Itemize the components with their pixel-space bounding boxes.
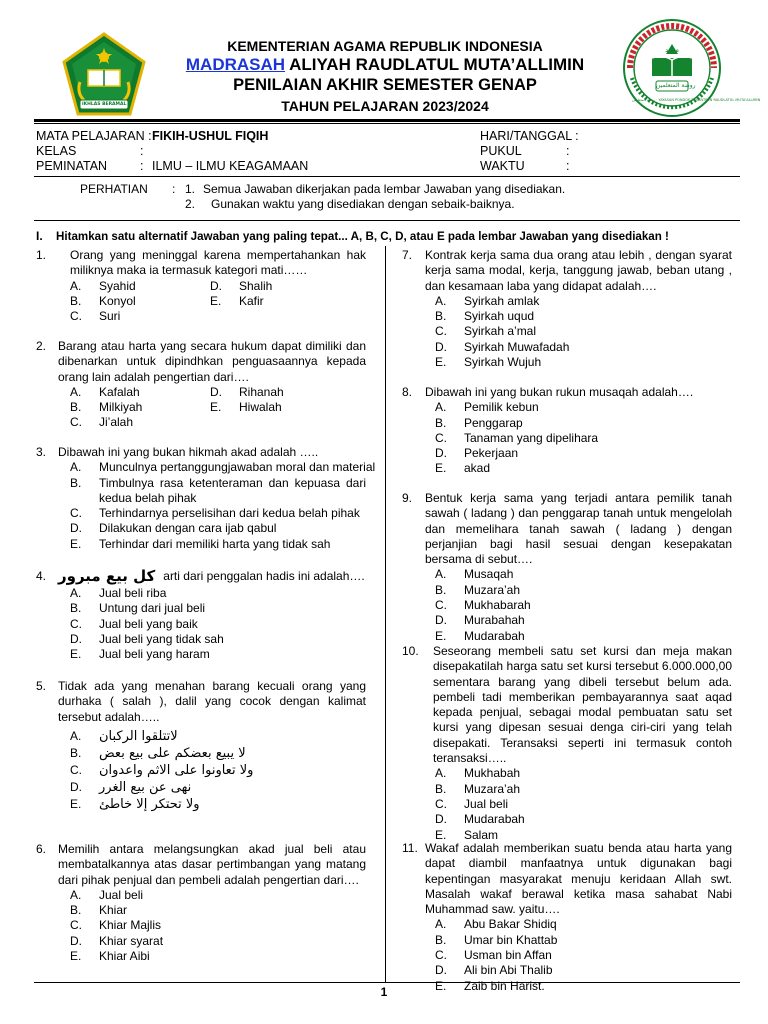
option: E. Zaib bin Harist. xyxy=(435,978,545,993)
question-number: 10. xyxy=(402,644,419,658)
peminatan-value: ILMU – ILMU KEAGAMAAN xyxy=(152,159,309,173)
option: A. Mukhabah xyxy=(435,766,521,781)
pesantren-logo xyxy=(622,18,761,118)
perhatian-colon: : xyxy=(172,182,176,196)
question-number: 11. xyxy=(402,841,418,855)
pukul-colon: : xyxy=(566,144,570,158)
option: E. Terhindar dari memiliki harta yang tidak sah xyxy=(70,536,331,551)
option: A. Syahid xyxy=(70,278,136,293)
option: B. Muzara’ah xyxy=(435,781,521,796)
school-name-rest: ALIYAH RAUDLATUL MUTA’ALLIMIN xyxy=(285,55,585,74)
option: D. Pekerjaan xyxy=(435,446,519,461)
option: B. Milkiyah xyxy=(70,400,143,415)
option: A. Jual beli riba xyxy=(70,586,167,600)
question-number: 7. xyxy=(402,248,413,262)
ministry-title: KEMENTERIAN AGAMA REPUBLIK INDONESIA xyxy=(227,38,543,54)
option: B. Khiar xyxy=(70,903,128,918)
question-10 xyxy=(402,644,732,843)
option: C. Usman bin Affan xyxy=(435,948,552,963)
section-number: I. xyxy=(36,229,43,243)
option: E. Khiar Aibi xyxy=(70,949,150,964)
option: B. Muzara’ah xyxy=(435,582,521,597)
academic-year: TAHUN PELAJARAN 2023/2024 xyxy=(281,98,489,114)
option: D. نهى عن بيع الغرر xyxy=(70,779,192,795)
page-number: 1 xyxy=(380,985,388,999)
option: C. ولا تعاونوا على الاثم واعدوان xyxy=(70,762,254,778)
option: E. ولا تحتكر إلا خاطئ xyxy=(70,796,200,812)
option: E. Syirkah Wujuh xyxy=(435,355,542,370)
question-8 xyxy=(402,385,732,477)
question-number: 4. xyxy=(36,569,47,584)
waktu-colon: : xyxy=(566,159,570,173)
option: B. Syirkah uqud xyxy=(435,309,535,324)
pesantren-logo-ring: روضة المتعلمين · YAYASAN PONDOK PESANTREN RAUDLATUL MUTA'ALLIMIN xyxy=(632,98,761,102)
question-2 xyxy=(36,339,366,431)
option: C. Terhindarnya perselisihan dari kedua belah pihak xyxy=(70,506,360,521)
option: A. Syirkah amlak xyxy=(435,293,540,308)
question-text: Memilih antara melangsungkan akad jual beli atau membatalkannya atas dasar pertimbangan yang matang dari pihak penjual dan pembeli adalah pengertian dari…. xyxy=(58,842,366,887)
option: E. Hiwalah xyxy=(210,400,282,415)
option: A. Kafalah xyxy=(70,384,140,399)
question-11 xyxy=(402,841,732,994)
option: C. Tanaman yang dipelihara xyxy=(435,430,599,445)
question-text: Dibawah ini yang bukan hikmah akad adalah ….. xyxy=(58,445,319,459)
question-number: 5. xyxy=(36,679,47,693)
option: C. Suri xyxy=(70,309,121,324)
option: B. Umar bin Khattab xyxy=(435,932,558,947)
hadith-arabic: كل بيع مبرور xyxy=(58,567,156,586)
question-3 xyxy=(36,445,376,552)
pukul-label: PUKUL xyxy=(480,144,522,158)
option: D. Dilakukan dengan cara ijab qabul xyxy=(70,521,277,536)
perhatian-rule xyxy=(34,220,740,221)
option: E. Jual beli yang haram xyxy=(70,647,210,662)
question-5 xyxy=(36,679,366,813)
option: C. Syirkah a’mal xyxy=(435,324,537,339)
perhatian-label: PERHATIAN xyxy=(80,182,148,196)
question-text: Kontrak kerja sama dua orang atau lebih , dengan syarat kerja sama modal, kerja, tanggung jawab, beban utang , dan kesamaan laba yang didapat adalah…. xyxy=(425,248,732,293)
option: E. Mudarabah xyxy=(435,628,525,643)
question-text: Tidak ada yang menahan barang kecuali orang yang durhaka ( salah ), dalil yang cocok dengan kalimat tersebut adalah….. xyxy=(58,679,366,724)
option: C. Mukhabarah xyxy=(435,598,531,613)
question-text: arti dari penggalan hadis ini adalah…. xyxy=(163,569,365,584)
option: D. Murabahah xyxy=(435,613,525,628)
question-6 xyxy=(36,842,366,964)
question-number: 9. xyxy=(402,491,413,505)
madrasah-link[interactable]: MADRASAH xyxy=(185,55,286,74)
column-divider xyxy=(385,246,386,982)
pesantren-logo-top: معهد xyxy=(664,46,680,54)
option: C. Ji’alah xyxy=(70,415,134,430)
option: D. Mudarabah xyxy=(435,812,525,827)
kemenag-logo xyxy=(60,32,148,122)
option: D. Rihanah xyxy=(210,384,284,399)
option: A. Pemilik kebun xyxy=(435,400,539,415)
option: A. لاتتلقوا الركبان xyxy=(70,728,178,744)
question-text: Barang atau harta yang secara hukum dapat dimiliki dan dibenarkan untuk dipindhkan penguasaannya kepada orang lain adalah pengertian dari…. xyxy=(58,339,366,384)
perhatian-item-text: Semua Jawaban dikerjakan pada lembar Jawaban yang disediakan. xyxy=(203,182,566,196)
option: E. akad xyxy=(435,461,491,476)
option: C. Jual beli yang baik xyxy=(70,616,198,631)
question-number: 8. xyxy=(402,385,413,399)
option: D. Khiar syarat xyxy=(70,933,164,948)
option: C. Jual beli xyxy=(435,796,509,811)
kemenag-logo-banner: IKHLAS BERAMAL xyxy=(82,102,127,107)
question-text: Orang yang meninggal karena mempertahankan hak miliknya maka ia termasuk kategori mati…… xyxy=(70,248,366,278)
option: A. Jual beli xyxy=(70,887,144,902)
question-number: 3. xyxy=(36,445,47,459)
question-4 xyxy=(36,568,366,662)
section-title: Hitamkan satu alternatif Jawaban yang paling tepat... A, B, C, D, atau E pada lembar Jawaban yang disediakan ! xyxy=(56,230,669,243)
header-rule-thin xyxy=(34,123,740,124)
question-1 xyxy=(36,248,366,324)
question-text: Wakaf adalah memberikan suatu benda atau harta yang dapat diambil manfaatnya untuk digunakan bagi kepentingan masyarakat menuju keridaan Allah swt. Masalah wakaf berawal ketika masa sahabat Nabi Muhammad saw. yaitu…. xyxy=(425,841,732,917)
option: B. Konyol xyxy=(70,293,136,308)
perhatian-item-num: 2. xyxy=(185,197,196,211)
option: A. Abu Bakar Shidiq xyxy=(435,917,557,932)
perhatian-item-num: 1. xyxy=(185,182,196,196)
option: B. Untung dari jual beli xyxy=(70,601,206,616)
option: D. Syirkah Muwafadah xyxy=(435,339,570,354)
option: D. Ali bin Abi Thalib xyxy=(435,963,553,978)
waktu-label: WAKTU xyxy=(480,159,525,173)
option: B. Penggarap xyxy=(435,415,523,430)
exam-title: PENILAIAN AKHIR SEMESTER GENAP xyxy=(233,76,537,94)
peminatan-label: PEMINATAN xyxy=(36,159,108,173)
option: A. Musaqah xyxy=(435,567,514,582)
option: B. Timbulnya rasa ketenteraman dan kepuasa dari kedua belah pihak xyxy=(70,475,366,505)
question-text: Seseorang membeli satu set kursi dan meja makan disepakatilah harga satu set kursi tersebut 6.000.000,00 sementara barang yang dibeli tersebut belum ada. pembeli tadi memberikan pembayarannya saat aqad kepada penjual, sebagai modal pembuatan satu set kursi yang dipesan sesuai denga ciri-ciri yang telah disepakati. Teransaksi seperti ini termasuk contoh teransaksi….. xyxy=(433,644,732,766)
option: E. Kafir xyxy=(210,293,264,308)
question-number: 2. xyxy=(36,339,47,353)
header-rule-thick xyxy=(34,119,740,122)
mapel-value: FIKIH-USHUL FIQIH xyxy=(152,129,269,143)
option: D. Shalih xyxy=(210,278,273,293)
hari-label: HARI/TANGGAL : xyxy=(480,129,579,143)
kelas-label: KELAS xyxy=(36,144,77,158)
option: C. Khiar Majlis xyxy=(70,918,162,933)
perhatian-item-text: Gunakan waktu yang disediakan dengan sebaik-baiknya. xyxy=(211,197,515,211)
option: B. لا يبيع بعضكم على بيع بعض xyxy=(70,745,246,761)
question-number: 1. xyxy=(36,248,47,262)
question-text: Bentuk kerja sama yang terjadi antara pemilik tanah sawah ( ladang ) dan penggarap tanah untuk mengelolah dan memelihara tanah sawah ( ladang ) dengan perjanjian bagi hasil sesuai dengan kesepakatan bersama di sebut…. xyxy=(425,491,732,567)
option: A. Munculnya pertanggungjawaban moral dan material xyxy=(70,460,376,475)
school-name xyxy=(150,55,620,75)
question-7 xyxy=(402,248,732,370)
question-number: 6. xyxy=(36,842,47,856)
question-text: Dibawah ini yang bukan rukun musaqah adalah…. xyxy=(425,385,694,399)
pesantren-logo-bottom: روضة المتعلمين xyxy=(656,82,696,89)
kelas-colon: : xyxy=(140,144,144,158)
option: D. Jual beli yang tidak sah xyxy=(70,631,224,646)
question-9 xyxy=(402,491,732,644)
option: E. Salam xyxy=(435,827,499,842)
info-rule xyxy=(34,176,740,177)
mapel-label: MATA PELAJARAN : xyxy=(36,129,152,143)
peminatan-colon: : xyxy=(140,159,144,173)
